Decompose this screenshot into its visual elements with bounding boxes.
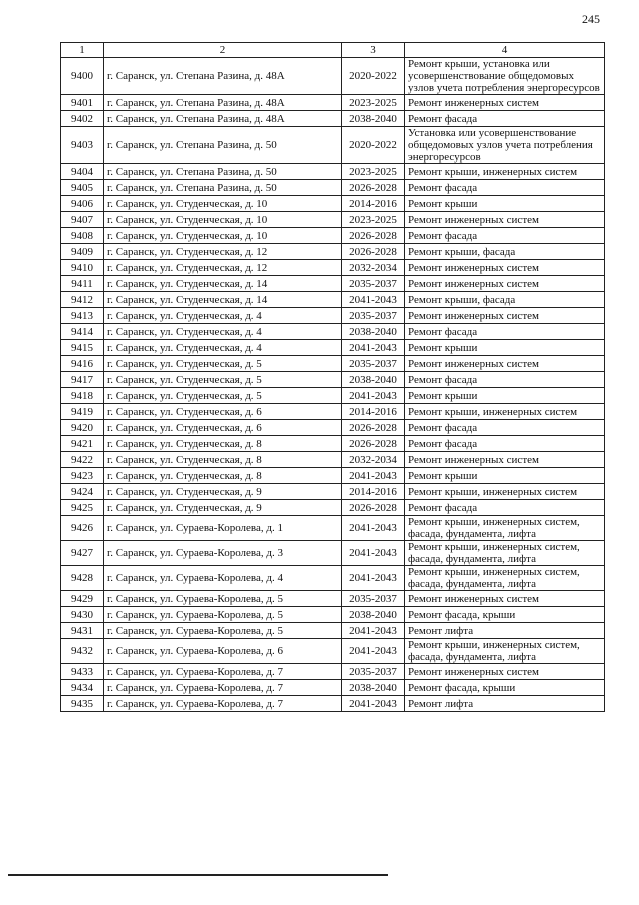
address-cell: г. Саранск, ул. Студенческая, д. 9 [104, 500, 342, 516]
work-cell: Ремонт крыши [405, 388, 605, 404]
period-cell: 2026-2028 [342, 180, 405, 196]
table-row [61, 680, 605, 696]
row-number: 9424 [61, 484, 104, 500]
column-header-4: 4 [405, 43, 605, 58]
table-row [61, 111, 605, 127]
work-cell: Ремонт инженерных систем [405, 591, 605, 607]
work-cell: Ремонт крыши, инженерных систем, фасада, фундамента, лифта [405, 566, 605, 591]
row-number: 9417 [61, 372, 104, 388]
row-number: 9432 [61, 639, 104, 664]
period-cell: 2026-2028 [342, 500, 405, 516]
row-number: 9410 [61, 260, 104, 276]
table-row [61, 372, 605, 388]
row-number: 9415 [61, 340, 104, 356]
work-cell: Ремонт лифта [405, 623, 605, 639]
table-row [61, 388, 605, 404]
address-cell: г. Саранск, ул. Студенческая, д. 10 [104, 212, 342, 228]
table-row [61, 452, 605, 468]
table-row [61, 228, 605, 244]
period-cell: 2026-2028 [342, 436, 405, 452]
address-cell: г. Саранск, ул. Студенческая, д. 10 [104, 228, 342, 244]
address-cell: г. Саранск, ул. Студенческая, д. 9 [104, 484, 342, 500]
period-cell: 2026-2028 [342, 420, 405, 436]
work-cell: Ремонт фасада [405, 436, 605, 452]
period-cell: 2020-2022 [342, 127, 405, 164]
period-cell: 2041-2043 [342, 516, 405, 541]
address-cell: г. Саранск, ул. Степана Разина, д. 50 [104, 164, 342, 180]
address-cell: г. Саранск, ул. Студенческая, д. 5 [104, 372, 342, 388]
address-cell: г. Саранск, ул. Сураева-Королева, д. 7 [104, 696, 342, 712]
period-cell: 2041-2043 [342, 292, 405, 308]
row-number: 9425 [61, 500, 104, 516]
address-cell: г. Саранск, ул. Студенческая, д. 6 [104, 420, 342, 436]
work-cell: Ремонт крыши, установка или усовершенствование общедомовых узлов учета потребления энергоресурсов [405, 58, 605, 95]
work-cell: Ремонт крыши, фасада [405, 292, 605, 308]
row-number: 9434 [61, 680, 104, 696]
column-header-3: 3 [342, 43, 405, 58]
period-cell: 2041-2043 [342, 388, 405, 404]
table-row [61, 484, 605, 500]
work-cell: Ремонт инженерных систем [405, 212, 605, 228]
period-cell: 2014-2016 [342, 196, 405, 212]
work-cell: Ремонт фасада [405, 372, 605, 388]
address-cell: г. Саранск, ул. Сураева-Королева, д. 6 [104, 639, 342, 664]
address-cell: г. Саранск, ул. Студенческая, д. 14 [104, 292, 342, 308]
table-row [61, 244, 605, 260]
address-cell: г. Саранск, ул. Сураева-Королева, д. 5 [104, 607, 342, 623]
table-row [61, 516, 605, 541]
row-number: 9422 [61, 452, 104, 468]
address-cell: г. Саранск, ул. Степана Разина, д. 48А [104, 58, 342, 95]
row-number: 9412 [61, 292, 104, 308]
work-cell: Ремонт инженерных систем [405, 356, 605, 372]
address-cell: г. Саранск, ул. Студенческая, д. 4 [104, 324, 342, 340]
row-number: 9428 [61, 566, 104, 591]
address-cell: г. Саранск, ул. Степана Разина, д. 48А [104, 111, 342, 127]
period-cell: 2041-2043 [342, 541, 405, 566]
work-cell: Ремонт инженерных систем [405, 95, 605, 111]
work-cell: Ремонт фасада [405, 228, 605, 244]
address-cell: г. Саранск, ул. Сураева-Королева, д. 5 [104, 591, 342, 607]
table-row [61, 664, 605, 680]
table-row [61, 566, 605, 591]
row-number: 9404 [61, 164, 104, 180]
table-row [61, 541, 605, 566]
table-row [61, 340, 605, 356]
address-cell: г. Саранск, ул. Студенческая, д. 6 [104, 404, 342, 420]
address-cell: г. Саранск, ул. Студенческая, д. 12 [104, 260, 342, 276]
table-row [61, 404, 605, 420]
work-cell: Ремонт инженерных систем [405, 276, 605, 292]
address-cell: г. Саранск, ул. Студенческая, д. 8 [104, 452, 342, 468]
work-cell: Ремонт фасада, крыши [405, 680, 605, 696]
table-row [61, 292, 605, 308]
period-cell: 2038-2040 [342, 607, 405, 623]
period-cell: 2038-2040 [342, 680, 405, 696]
row-number: 9414 [61, 324, 104, 340]
row-number: 9406 [61, 196, 104, 212]
period-cell: 2041-2043 [342, 639, 405, 664]
period-cell: 2035-2037 [342, 591, 405, 607]
row-number: 9401 [61, 95, 104, 111]
address-cell: г. Саранск, ул. Сураева-Королева, д. 5 [104, 623, 342, 639]
period-cell: 2038-2040 [342, 324, 405, 340]
work-cell: Ремонт лифта [405, 696, 605, 712]
work-cell: Ремонт крыши, инженерных систем [405, 164, 605, 180]
address-cell: г. Саранск, ул. Сураева-Королева, д. 4 [104, 566, 342, 591]
work-cell: Ремонт крыши, инженерных систем, фасада, фундамента, лифта [405, 541, 605, 566]
work-cell: Ремонт фасада [405, 420, 605, 436]
page-number: 245 [582, 12, 600, 26]
table-row [61, 623, 605, 639]
address-cell: г. Саранск, ул. Сураева-Королева, д. 1 [104, 516, 342, 541]
table-row [61, 95, 605, 111]
row-number: 9418 [61, 388, 104, 404]
row-number: 9416 [61, 356, 104, 372]
period-cell: 2038-2040 [342, 111, 405, 127]
row-number: 9433 [61, 664, 104, 680]
row-number: 9431 [61, 623, 104, 639]
address-cell: г. Саранск, ул. Студенческая, д. 5 [104, 356, 342, 372]
period-cell: 2041-2043 [342, 566, 405, 591]
work-cell: Ремонт крыши [405, 468, 605, 484]
work-cell: Ремонт крыши, инженерных систем [405, 484, 605, 500]
row-number: 9413 [61, 308, 104, 324]
work-cell: Ремонт крыши, инженерных систем, фасада, фундамента, лифта [405, 639, 605, 664]
table-row [61, 436, 605, 452]
row-number: 9403 [61, 127, 104, 164]
period-cell: 2041-2043 [342, 340, 405, 356]
row-number: 9426 [61, 516, 104, 541]
period-cell: 2035-2037 [342, 276, 405, 292]
period-cell: 2035-2037 [342, 308, 405, 324]
row-number: 9400 [61, 58, 104, 95]
period-cell: 2035-2037 [342, 664, 405, 680]
table-row [61, 180, 605, 196]
table-row [61, 500, 605, 516]
work-cell: Ремонт крыши, инженерных систем, фасада, фундамента, лифта [405, 516, 605, 541]
table-row [61, 696, 605, 712]
row-number: 9409 [61, 244, 104, 260]
repair-schedule-table [60, 42, 605, 712]
address-cell: г. Саранск, ул. Степана Разина, д. 48А [104, 95, 342, 111]
work-cell: Ремонт фасада [405, 180, 605, 196]
row-number: 9435 [61, 696, 104, 712]
work-cell: Ремонт фасада [405, 111, 605, 127]
row-number: 9407 [61, 212, 104, 228]
period-cell: 2026-2028 [342, 244, 405, 260]
column-header-2: 2 [104, 43, 342, 58]
period-cell: 2038-2040 [342, 372, 405, 388]
table-row [61, 591, 605, 607]
work-cell: Ремонт крыши, фасада [405, 244, 605, 260]
bottom-rule [8, 874, 388, 876]
row-number: 9408 [61, 228, 104, 244]
period-cell: 2014-2016 [342, 484, 405, 500]
period-cell: 2026-2028 [342, 228, 405, 244]
column-header-1: 1 [61, 43, 104, 58]
table-row [61, 468, 605, 484]
period-cell: 2041-2043 [342, 696, 405, 712]
address-cell: г. Саранск, ул. Студенческая, д. 14 [104, 276, 342, 292]
work-cell: Ремонт фасада, крыши [405, 607, 605, 623]
period-cell: 2041-2043 [342, 468, 405, 484]
period-cell: 2035-2037 [342, 356, 405, 372]
work-cell: Ремонт инженерных систем [405, 308, 605, 324]
address-cell: г. Саранск, ул. Степана Разина, д. 50 [104, 127, 342, 164]
work-cell: Ремонт фасада [405, 500, 605, 516]
table-row [61, 196, 605, 212]
row-number: 9420 [61, 420, 104, 436]
table-row [61, 356, 605, 372]
address-cell: г. Саранск, ул. Студенческая, д. 8 [104, 436, 342, 452]
work-cell: Установка или усовершенствование общедомовых узлов учета потребления энергоресурсов [405, 127, 605, 164]
table-row [61, 164, 605, 180]
period-cell: 2023-2025 [342, 95, 405, 111]
table-row [61, 324, 605, 340]
row-number: 9405 [61, 180, 104, 196]
period-cell: 2032-2034 [342, 260, 405, 276]
period-cell: 2023-2025 [342, 164, 405, 180]
table-row [61, 212, 605, 228]
row-number: 9423 [61, 468, 104, 484]
work-cell: Ремонт инженерных систем [405, 664, 605, 680]
period-cell: 2041-2043 [342, 623, 405, 639]
address-cell: г. Саранск, ул. Студенческая, д. 8 [104, 468, 342, 484]
work-cell: Ремонт крыши, инженерных систем [405, 404, 605, 420]
period-cell: 2032-2034 [342, 452, 405, 468]
table-row [61, 607, 605, 623]
address-cell: г. Саранск, ул. Студенческая, д. 4 [104, 340, 342, 356]
work-cell: Ремонт инженерных систем [405, 260, 605, 276]
row-number: 9419 [61, 404, 104, 420]
address-cell: г. Саранск, ул. Сураева-Королева, д. 3 [104, 541, 342, 566]
row-number: 9429 [61, 591, 104, 607]
table-row [61, 308, 605, 324]
header-row [61, 43, 605, 58]
period-cell: 2014-2016 [342, 404, 405, 420]
address-cell: г. Саранск, ул. Студенческая, д. 10 [104, 196, 342, 212]
address-cell: г. Саранск, ул. Степана Разина, д. 50 [104, 180, 342, 196]
table-row [61, 639, 605, 664]
address-cell: г. Саранск, ул. Сураева-Королева, д. 7 [104, 664, 342, 680]
row-number: 9430 [61, 607, 104, 623]
address-cell: г. Саранск, ул. Сураева-Королева, д. 7 [104, 680, 342, 696]
work-cell: Ремонт инженерных систем [405, 452, 605, 468]
table-row [61, 260, 605, 276]
work-cell: Ремонт крыши [405, 340, 605, 356]
row-number: 9421 [61, 436, 104, 452]
table-row [61, 420, 605, 436]
row-number: 9402 [61, 111, 104, 127]
work-cell: Ремонт фасада [405, 324, 605, 340]
table-row [61, 276, 605, 292]
address-cell: г. Саранск, ул. Студенческая, д. 5 [104, 388, 342, 404]
row-number: 9411 [61, 276, 104, 292]
address-cell: г. Саранск, ул. Студенческая, д. 4 [104, 308, 342, 324]
period-cell: 2020-2022 [342, 58, 405, 95]
table-row [61, 127, 605, 164]
address-cell: г. Саранск, ул. Студенческая, д. 12 [104, 244, 342, 260]
row-number: 9427 [61, 541, 104, 566]
work-cell: Ремонт крыши [405, 196, 605, 212]
period-cell: 2023-2025 [342, 212, 405, 228]
table-row [61, 58, 605, 95]
